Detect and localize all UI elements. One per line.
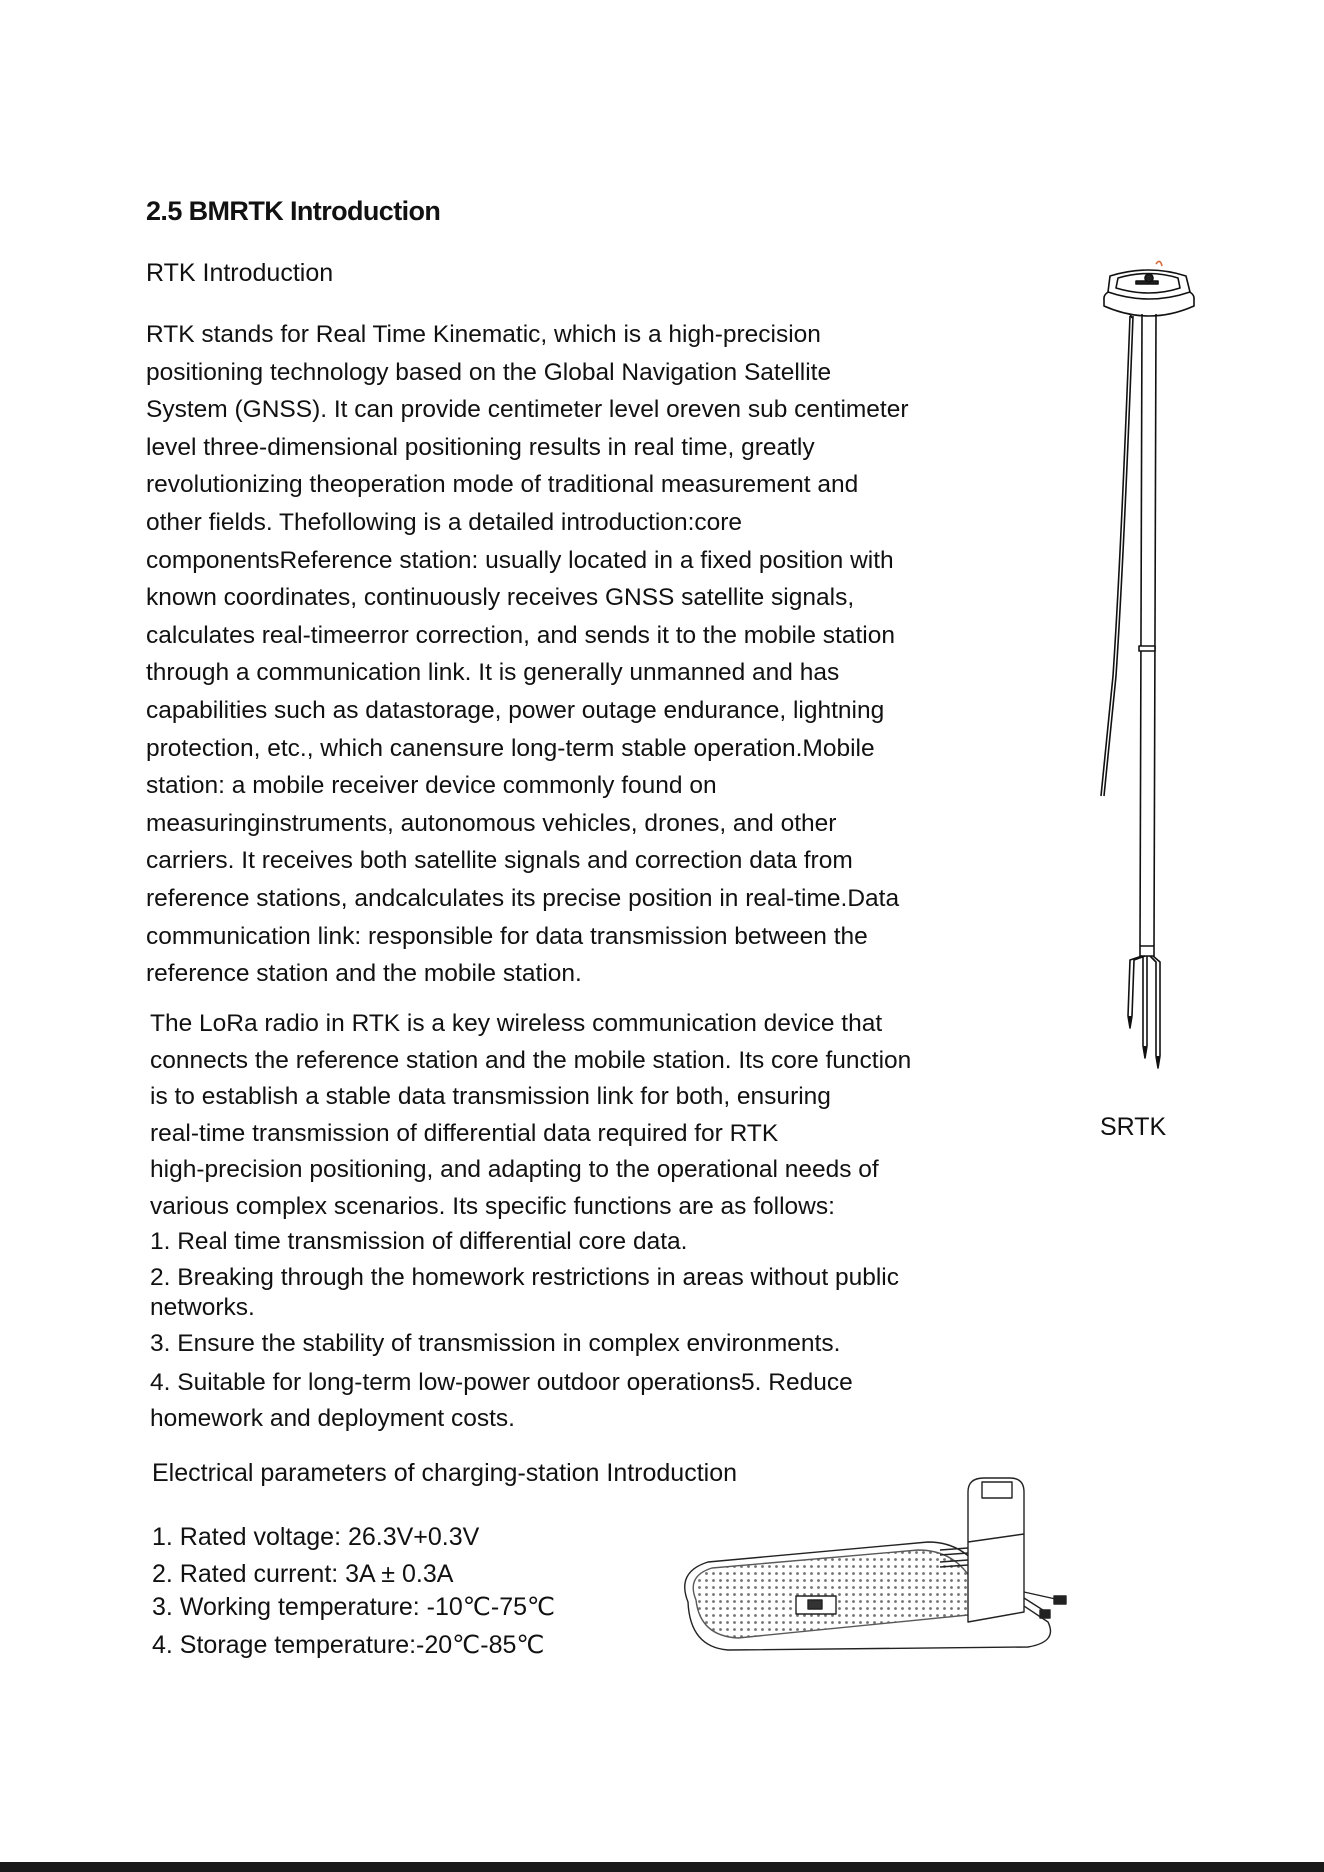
paragraph-line: The LoRa radio in RTK is a key wireless communication device that [150, 1010, 883, 1037]
param-working-temperature: 3. Working temperature: -10℃-75℃ [152, 1593, 556, 1621]
section-heading: 2.5 BMRTK Introduction [146, 196, 441, 226]
paragraph-line: communication link: responsible for data transmission between the [146, 922, 868, 950]
paragraph-line: is to establish a stable data transmission link for both, ensuring [150, 1083, 831, 1110]
paragraph-line: positioning technology based on the Global Navigation Satellite [146, 358, 832, 386]
paragraph-line: RTK stands for Real Time Kinematic, which is a high-precision [146, 321, 821, 348]
lora-functions-list [150, 1227, 899, 1437]
rtk-antenna-illustration [1070, 256, 1210, 1086]
paragraph-line: measuringinstruments, autonomous vehicles, drones, and other [146, 809, 837, 837]
paragraph-line: through a communication link. It is generally unmanned and has [146, 659, 840, 687]
function-item-4: 4. Suitable for long-term low-power outdoor operations5. Reduce [150, 1369, 853, 1396]
lora-radio-paragraph [150, 1006, 911, 1225]
rtk-description-paragraph [146, 316, 909, 993]
paragraph-line: other fields. Thefollowing is a detailed introduction:core [146, 508, 743, 536]
paragraph-line: various complex scenarios. Its specific functions are as follows: [150, 1192, 835, 1220]
paragraph-line: System (GNSS). It can provide centimeter level oreven sub centimeter [146, 396, 909, 424]
charging-station-title: Electrical parameters of charging-station Introduction [152, 1459, 738, 1487]
paragraph-line: connects the reference station and the mobile station. Its core function [150, 1046, 912, 1074]
function-item-3: 3. Ensure the stability of transmission in complex environments. [150, 1330, 841, 1357]
paragraph-line: reference stations, andcalculates its precise position in real-time.Data [146, 884, 900, 912]
function-item-4-continued: homework and deployment costs. [150, 1405, 515, 1432]
paragraph-line: real-time transmission of differential data required for RTK [150, 1119, 779, 1147]
paragraph-line: known coordinates, continuously receives GNSS satellite signals, [146, 584, 855, 612]
function-item-2-continued: networks. [150, 1294, 255, 1321]
rtk-figure-caption: SRTK [1100, 1113, 1167, 1141]
paragraph-line: capabilities such as datastorage, power outage endurance, lightning [146, 696, 885, 724]
charging-station-illustration [668, 1472, 1088, 1662]
bottom-edge-bar [0, 1862, 1324, 1872]
function-item-2: 2. Breaking through the homework restrictions in areas without public [150, 1264, 899, 1291]
paragraph-line: carriers. It receives both satellite signals and correction data from [146, 847, 853, 875]
paragraph-line: protection, etc., which canensure long-term stable operation.Mobile [146, 734, 875, 762]
paragraph-line: reference station and the mobile station. [146, 960, 582, 988]
paragraph-line: revolutionizing theoperation mode of traditional measurement and [146, 471, 859, 499]
param-storage-temperature: 4. Storage temperature:-20℃-85℃ [152, 1631, 545, 1659]
rtk-introduction-subheading: RTK Introduction [146, 259, 334, 287]
paragraph-line: level three-dimensional positioning results in real time, greatly [146, 433, 815, 461]
param-rated-current: 2. Rated current: 3A ± 0.3A [152, 1560, 454, 1588]
paragraph-line: calculates real-timeerror correction, and sends it to the mobile station [146, 621, 895, 649]
paragraph-line: componentsReference station: usually located in a fixed position with [146, 546, 894, 574]
param-rated-voltage: 1. Rated voltage: 26.3V+0.3V [152, 1523, 480, 1551]
function-item-1: 1. Real time transmission of differential core data. [150, 1228, 688, 1255]
paragraph-line: station: a mobile receiver device commonly found on [146, 772, 717, 800]
paragraph-line: high-precision positioning, and adapting to the operational needs of [150, 1156, 879, 1183]
